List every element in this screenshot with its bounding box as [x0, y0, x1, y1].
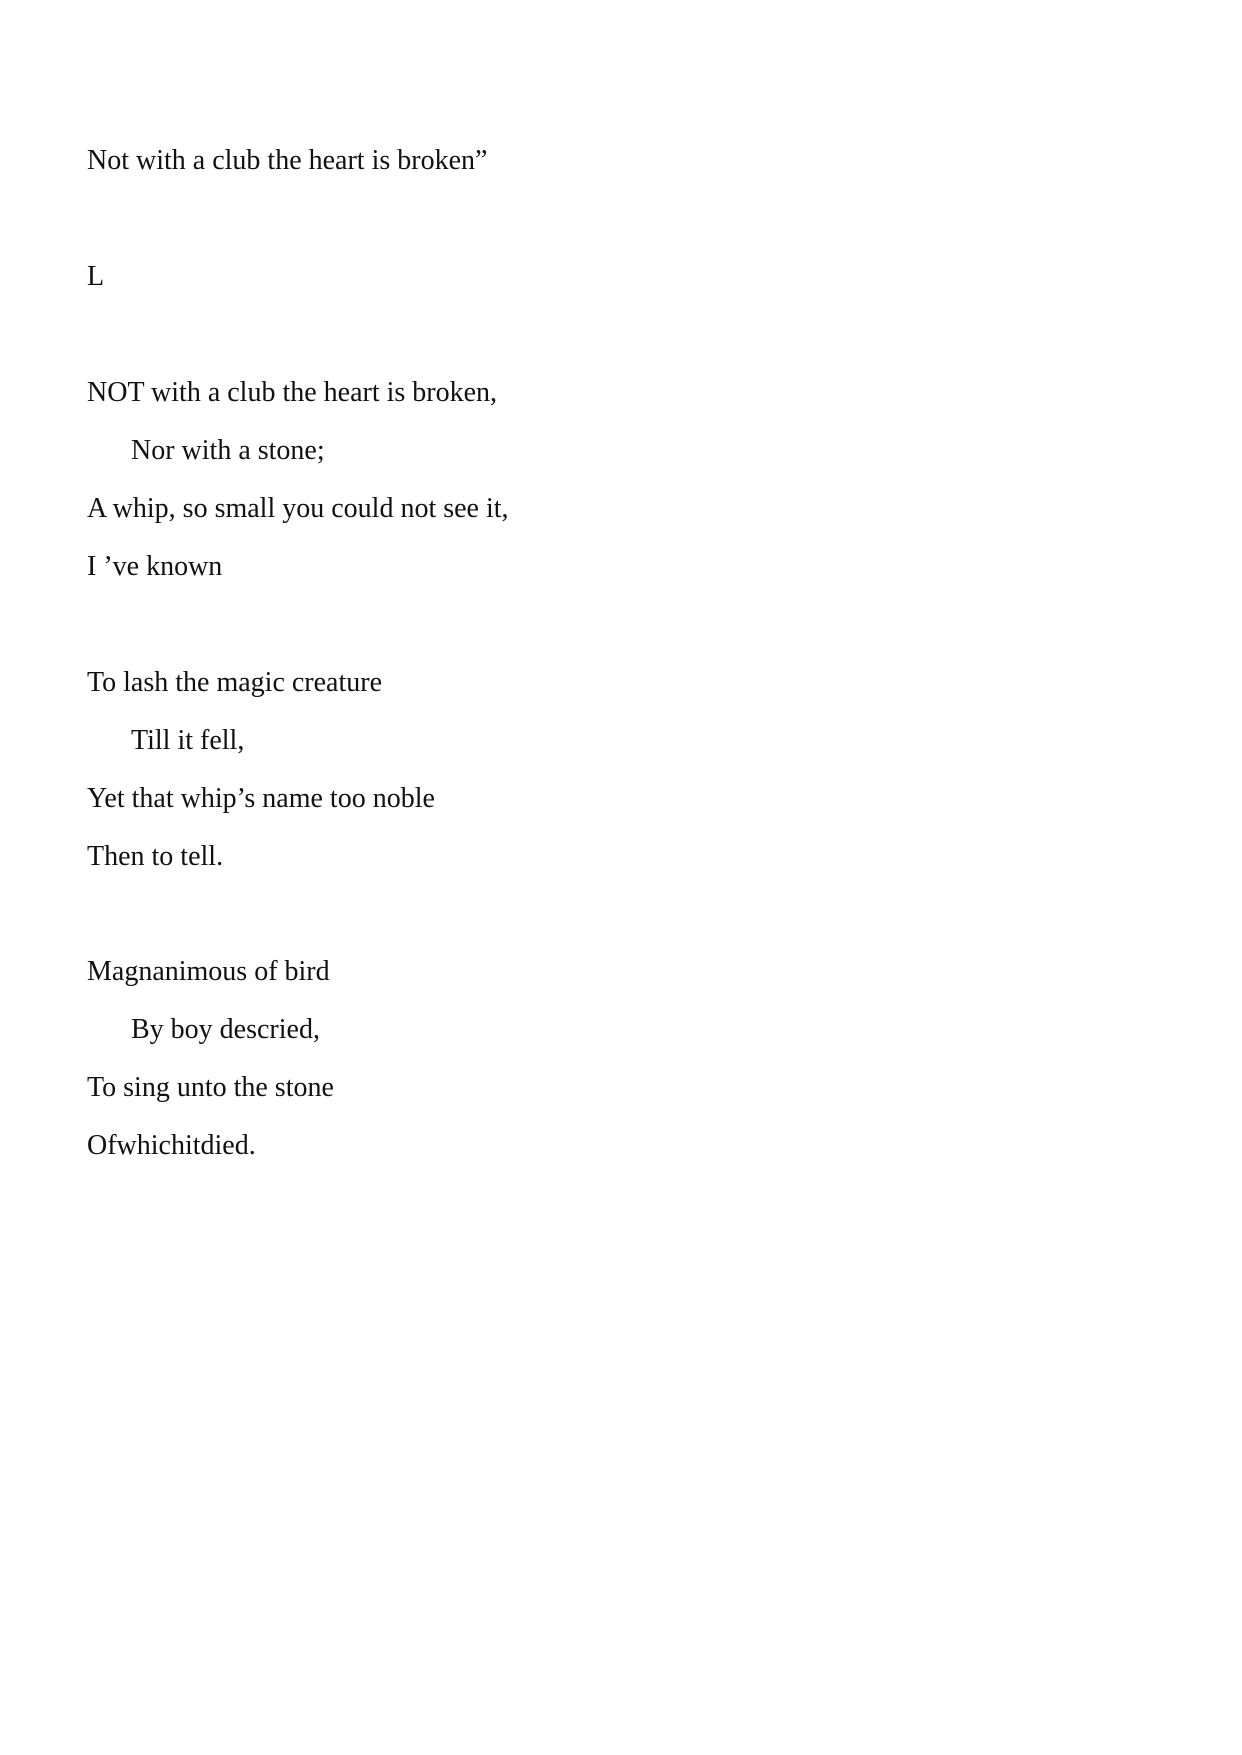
poem-line: Then to tell. [87, 841, 224, 872]
poem-line: To lash the magic creature [87, 667, 383, 698]
poem-line: Till it fell, [131, 725, 245, 756]
poem-line: Yet that whip’s name too noble [87, 783, 435, 814]
poem-line: NOT with a club the heart is broken, [87, 377, 498, 408]
poem-line: Ofwhichitdied. [87, 1130, 256, 1161]
section-marker: L [87, 261, 105, 292]
poem-line: Magnanimous of bird [87, 956, 330, 987]
poem-heading: Not with a club the heart is broken” [87, 145, 488, 176]
poem-line: To sing unto the stone [87, 1072, 334, 1103]
poem-line: By boy descried, [131, 1014, 320, 1045]
poem-line: Nor with a stone; [131, 435, 325, 466]
poem-line: A whip, so small you could not see it, [87, 493, 509, 524]
poem-line: I ’ve known [87, 551, 223, 582]
